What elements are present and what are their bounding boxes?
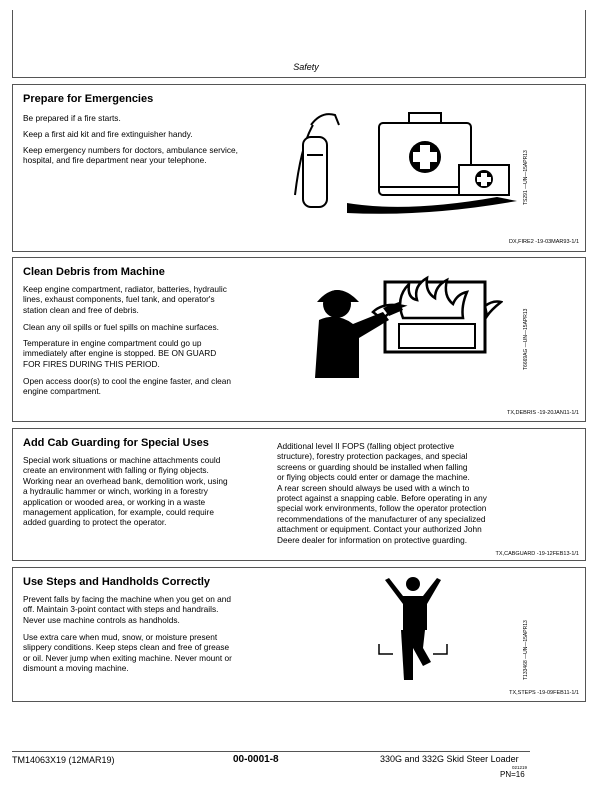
figure-code: T6669AG —UN—15APR13 <box>523 308 529 370</box>
section-reference: TX,CABGUARD -19-12FEB13-1/1 <box>495 551 579 557</box>
paragraph: Use extra care when mud, snow, or moisture present slippery conditions. Keep steps clean and free of grease or oil. Never jump when exiting machine. Never mount or dismount a moving machine. <box>23 632 232 674</box>
footer-pn: PN=16 <box>500 770 525 779</box>
paragraph: Prevent falls by facing the machine when you get on and off. Maintain 3-point contact with steps and handrails. Never use machine controls as handholds. <box>23 594 232 625</box>
section-clean-debris <box>12 257 586 422</box>
section-reference: TX,DEBRIS -19-20JAN11-1/1 <box>506 410 579 416</box>
paragraph: Keep emergency numbers for doctors, ambulance service, hospital, and fire department near your telephone. <box>23 145 238 166</box>
paragraph: Keep a first aid kit and fire extinguisher handy. <box>23 129 193 139</box>
footer-doc-id: TM14063X19 (12MAR19) <box>12 755 115 765</box>
climbing-person-icon <box>373 576 453 684</box>
section-title: Use Steps and Handholds Correctly <box>23 576 211 588</box>
section-title: Add Cab Guarding for Special Uses <box>23 437 209 449</box>
figure-code: T133468 —UN—15APR13 <box>523 620 529 680</box>
section-title: Clean Debris from Machine <box>23 266 165 278</box>
footer-page-number: 00-0001-8 <box>233 754 279 765</box>
paragraph: Clean any oil spills or fuel spills on machine surfaces. <box>23 322 219 332</box>
paragraph: Temperature in engine compartment could go up immediately after engine is stopped. BE ON GUARD FOR FIRES DURING THIS PERIOD. <box>23 338 217 369</box>
fire-extinguisher-first-aid-kit-icon <box>289 95 529 220</box>
paragraph: Keep engine compartment, radiator, batteries, hydraulic lines, exhaust components, fuel tank, and operator's station clean and free of debris. <box>23 284 227 315</box>
figure-code: TS291 —UN—15APR13 <box>523 150 529 205</box>
footer-code: 021219 <box>512 765 528 770</box>
section-reference: TX,STEPS -19-09FEB11-1/1 <box>509 690 579 696</box>
section-prepare-emergencies <box>12 84 586 252</box>
footer-product: 330G and 332G Skid Steer Loader <box>380 754 519 764</box>
section-title: Prepare for Emergencies <box>23 93 154 105</box>
page-header-title: Safety <box>293 62 319 72</box>
footer-rule <box>12 751 530 752</box>
paragraph: Be prepared if a fire starts. <box>23 113 121 123</box>
section-steps-handholds <box>12 567 586 702</box>
paragraph-right: Additional level II FOPS (falling object protective structure), forestry protection packages, and special screens or guarding should be installed when falling or flying objects could enter or damage the machine. A rear screen should always be used with a winch to protect against a snapping cable. Before operating in any special work environments, follow the operator protection recommendations of the manufacturer of any specialized attachment or equipment. Contact your authorized John Deere dealer for information on protective guarding. <box>277 441 487 545</box>
section-cab-guarding <box>12 428 586 561</box>
section-reference: DX,FIRE2 -19-03MAR93-1/1 <box>509 239 579 245</box>
paragraph: Open access door(s) to cool the engine faster, and clean engine compartment. <box>23 376 232 397</box>
paragraph-left: Special work situations or machine attachments could create an environment with falling or flying objects. Working near an overhead bank, demolition work, using a hydraulic hammer or winch, working in a forestry application or wooded area, or working in a waste management application, for example, could require added guarding to protect the operator. <box>23 455 228 528</box>
engine-fire-hazard-icon <box>303 268 503 380</box>
